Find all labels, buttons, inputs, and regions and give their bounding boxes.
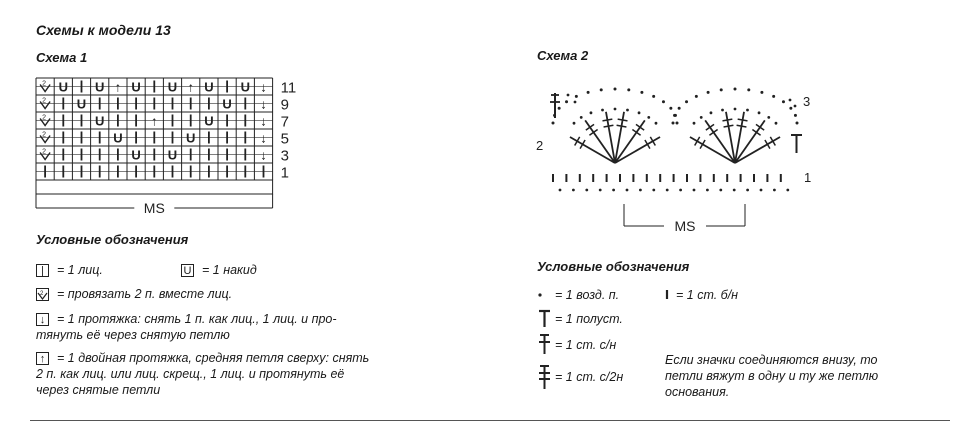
row-label-2: 2 [536, 138, 544, 153]
legend-chain: = 1 возд. п. [555, 288, 620, 302]
stitch-yarn-over: U [204, 113, 214, 129]
row-number: 1 [280, 164, 289, 182]
stitch-yarn-over: U [95, 113, 105, 129]
half-double-crochet-symbol-icon [539, 311, 550, 327]
legend-ssk-line1: = 1 протяжка: снять 1 п. как лиц., 1 лиц. и про- [57, 312, 337, 326]
stitch-double-decrease: ↑ [114, 79, 122, 95]
k2tog-count: 2 [42, 80, 47, 88]
row-number: 3 [280, 147, 289, 165]
k2tog-count: 2 [42, 148, 47, 156]
scheme1-legend-title: Условные обозначения [36, 232, 189, 247]
legend-ssk-line2: тянуть её через снятую петлю [36, 328, 230, 342]
scheme2-legend-title: Условные обозначения [537, 259, 690, 274]
stitch-double-decrease: ↑ [151, 113, 158, 129]
legend-half-double-crochet: = 1 полуст. [555, 312, 623, 326]
chain-symbol-icon [538, 293, 541, 296]
legend-cdd-line3: через снятые петли [36, 383, 161, 397]
yarn-over-symbol-icon: U [181, 264, 194, 277]
stitch-yarn-over: U [131, 147, 141, 163]
stitch-yarn-over: U [204, 79, 214, 95]
legend-note-line2: петли вяжут в одну и ту же петлю [665, 369, 879, 383]
row-label-3: 3 [803, 94, 811, 109]
stitch-yarn-over: U [95, 79, 105, 95]
legend-k2tog: = провязать 2 п. вместе лиц. [57, 287, 233, 301]
stitch-ssk: ↓ [260, 147, 267, 163]
stitch-yarn-over: U [222, 96, 232, 112]
treble-crochet-symbol-icon [539, 365, 550, 389]
row-number: 5 [280, 130, 289, 148]
legend-yarn-over: = 1 накид [202, 263, 257, 277]
legend-note-line1: Если значки соединяются внизу, то [665, 353, 878, 367]
stitch-ssk: ↓ [260, 130, 267, 146]
ms-label: MS [674, 218, 696, 234]
row-number: 11 [280, 79, 297, 97]
stitch-yarn-over: U [113, 130, 123, 146]
k2tog-count: 2 [42, 114, 47, 122]
stitch-yarn-over: U [240, 79, 250, 95]
stitch-ssk: ↓ [260, 96, 267, 112]
scheme1-title: Схема 1 [36, 50, 88, 65]
stitch-yarn-over: U [131, 79, 141, 95]
legend-cdd-line1: = 1 двойная протяжка, средняя петля сверху: снять [57, 351, 370, 365]
stitch-double-decrease: ↑ [187, 79, 194, 95]
ms-label: MS [143, 200, 165, 216]
stitch-ssk: ↓ [260, 113, 267, 129]
stitch-yarn-over: U [167, 147, 178, 163]
stitch-yarn-over: U [186, 130, 196, 146]
stitch-yarn-over: U [76, 96, 87, 112]
legend-double-crochet: = 1 ст. с/н [555, 338, 617, 352]
legend-note-line3: основания. [665, 385, 730, 399]
row-number: 9 [280, 96, 289, 114]
knit-symbol-icon: | [36, 264, 49, 277]
cdd-symbol-icon: ↑ [36, 352, 49, 365]
stitch-ssk: ↓ [260, 79, 267, 95]
legend-treble-crochet: = 1 ст. с/2н [555, 370, 624, 384]
k2tog-count: 2 [42, 131, 47, 139]
row-number: 7 [280, 113, 289, 131]
legend-single-crochet: = 1 ст. б/н [676, 288, 739, 302]
stitch-yarn-over: U [167, 79, 178, 95]
legend-cdd-line2: 2 п. как лиц. или лиц. скрещ., 1 лиц. и протянуть её [36, 367, 345, 381]
ssk-symbol-icon: ↓ [36, 313, 49, 326]
page-title: Схемы к модели 13 [36, 22, 171, 38]
scheme2-title: Схема 2 [537, 48, 589, 63]
svg-text:2: 2 [40, 291, 44, 297]
row-label-1: 1 [804, 170, 812, 185]
k2tog-count: 2 [42, 97, 47, 105]
double-crochet-symbol-icon [539, 334, 550, 354]
bottom-divider [30, 420, 950, 421]
legend-knit: = 1 лиц. [57, 263, 103, 277]
stitch-yarn-over: U [58, 79, 68, 95]
